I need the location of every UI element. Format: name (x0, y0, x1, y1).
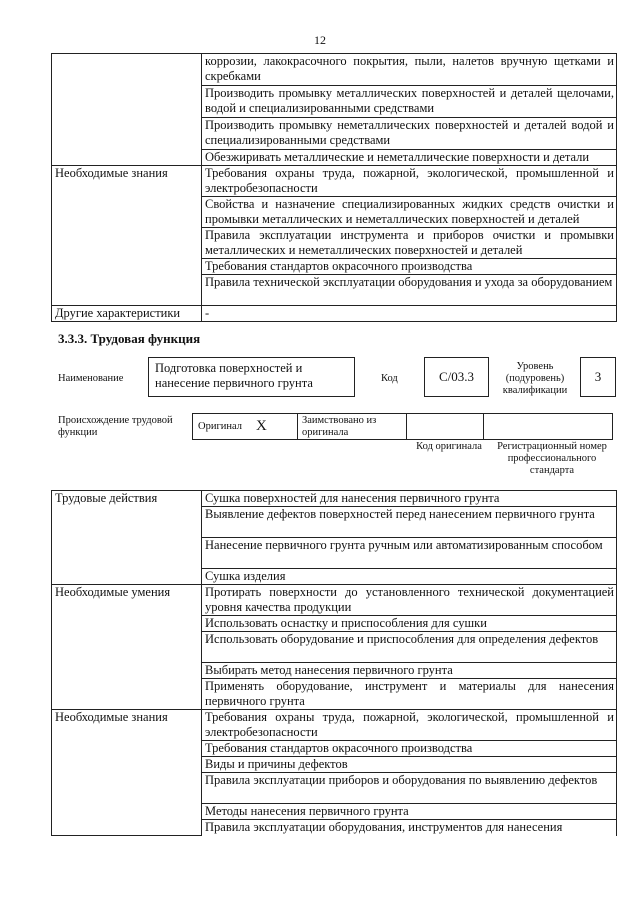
row-text: Производить промывку металлических поверхностей и деталей щелочами, водой и специализированными средствами (202, 86, 617, 118)
row-label-knowledge: Необходимые знания (52, 166, 202, 306)
row-text: Требования охраны труда, пожарной, экологической, промышленной и электробезопасности (202, 166, 617, 197)
row-text: Правила эксплуатации приборов и оборудования по выявлению дефектов (202, 773, 617, 804)
reg-number-caption: Регистрационный номер профессионального стандарта (497, 441, 607, 476)
borrowed-cell: Заимствовано из оригинала (297, 413, 407, 440)
origin-label: Происхождение трудовой функции (58, 415, 173, 438)
row-text: Виды и причины дефектов (202, 757, 617, 773)
row-label-skills: Необходимые умения (52, 585, 202, 710)
row-text: Использовать оборудование и приспособления для определения дефектов (202, 632, 617, 663)
row-text: Выявление дефектов поверхностей перед нанесением первичного грунта (202, 507, 617, 538)
row-label-knowledge: Необходимые знания (52, 710, 202, 836)
row-text: Протирать поверхности до установленного технической документацией уровня качества продукции (202, 585, 617, 616)
level-value-box: 3 (580, 357, 616, 397)
table-row (52, 166, 617, 197)
row-text: Обезжиривать металлические и неметаллические поверхности и детали (202, 150, 617, 166)
function-name-box: Подготовка поверхностей и нанесение первичного грунта (148, 357, 355, 397)
row-text: коррозии, лакокрасочного покрытия, пыли, налетов вручную щетками и скребками (202, 54, 617, 86)
function-details-table (51, 490, 617, 836)
table-row (52, 710, 617, 741)
row-text: Использовать оснастку и приспособления для сушки (202, 616, 617, 632)
row-text: Выбирать метод нанесения первичного грунта (202, 663, 617, 679)
table-row (52, 306, 617, 322)
original-code-cell (406, 413, 484, 440)
row-text: Свойства и назначение специализированных жидких средств очистки и промывки металлических и неметаллических поверхностей и деталей (202, 197, 617, 228)
top-function-table (51, 53, 617, 322)
level-label: Уровень (подуровень) квалификации (502, 361, 568, 396)
row-text: - (202, 306, 617, 322)
row-text: Применять оборудование, инструмент и материалы для нанесения первичного грунта (202, 679, 617, 710)
table-row (52, 491, 617, 507)
page-number: 12 (314, 33, 326, 47)
table-row (52, 585, 617, 616)
name-label: Наименование (58, 373, 124, 384)
row-label-other: Другие характеристики (52, 306, 202, 322)
row-text: Требования стандартов окрасочного производства (202, 259, 617, 275)
row-text: Правила технической эксплуатации оборудования и ухода за оборудованием (202, 275, 617, 306)
code-label: Код (381, 373, 398, 384)
row-text: Производить промывку неметаллических поверхностей и деталей водой и специализированными средствами (202, 118, 617, 150)
section-title: 3.3.3. Трудовая функция (58, 331, 201, 346)
row-text: Сушка поверхностей для нанесения первичного грунта (202, 491, 617, 507)
original-cell (192, 413, 298, 440)
origin-row (192, 413, 613, 440)
row-text: Требования охраны труда, пожарной, экологической, промышленной и электробезопасности (202, 710, 617, 741)
original-label: Оригинал (198, 421, 242, 432)
row-label-actions: Трудовые действия (52, 491, 202, 585)
function-code-box: С/03.3 (424, 357, 489, 397)
row-label (52, 54, 202, 166)
code-original-caption: Код оригинала (416, 441, 482, 452)
row-text: Правила эксплуатации оборудования, инструментов для нанесения (202, 820, 617, 836)
original-mark: Х (256, 418, 267, 434)
reg-number-cell (483, 413, 613, 440)
row-text: Методы нанесения первичного грунта (202, 804, 617, 820)
row-text: Нанесение первичного грунта ручным или автоматизированным способом (202, 538, 617, 569)
row-text: Сушка изделия (202, 569, 617, 585)
row-text: Требования стандартов окрасочного производства (202, 741, 617, 757)
row-text: Правила эксплуатации инструмента и приборов очистки и промывки металлических и неметаллических поверхностей и деталей (202, 228, 617, 259)
table-row (52, 54, 617, 86)
